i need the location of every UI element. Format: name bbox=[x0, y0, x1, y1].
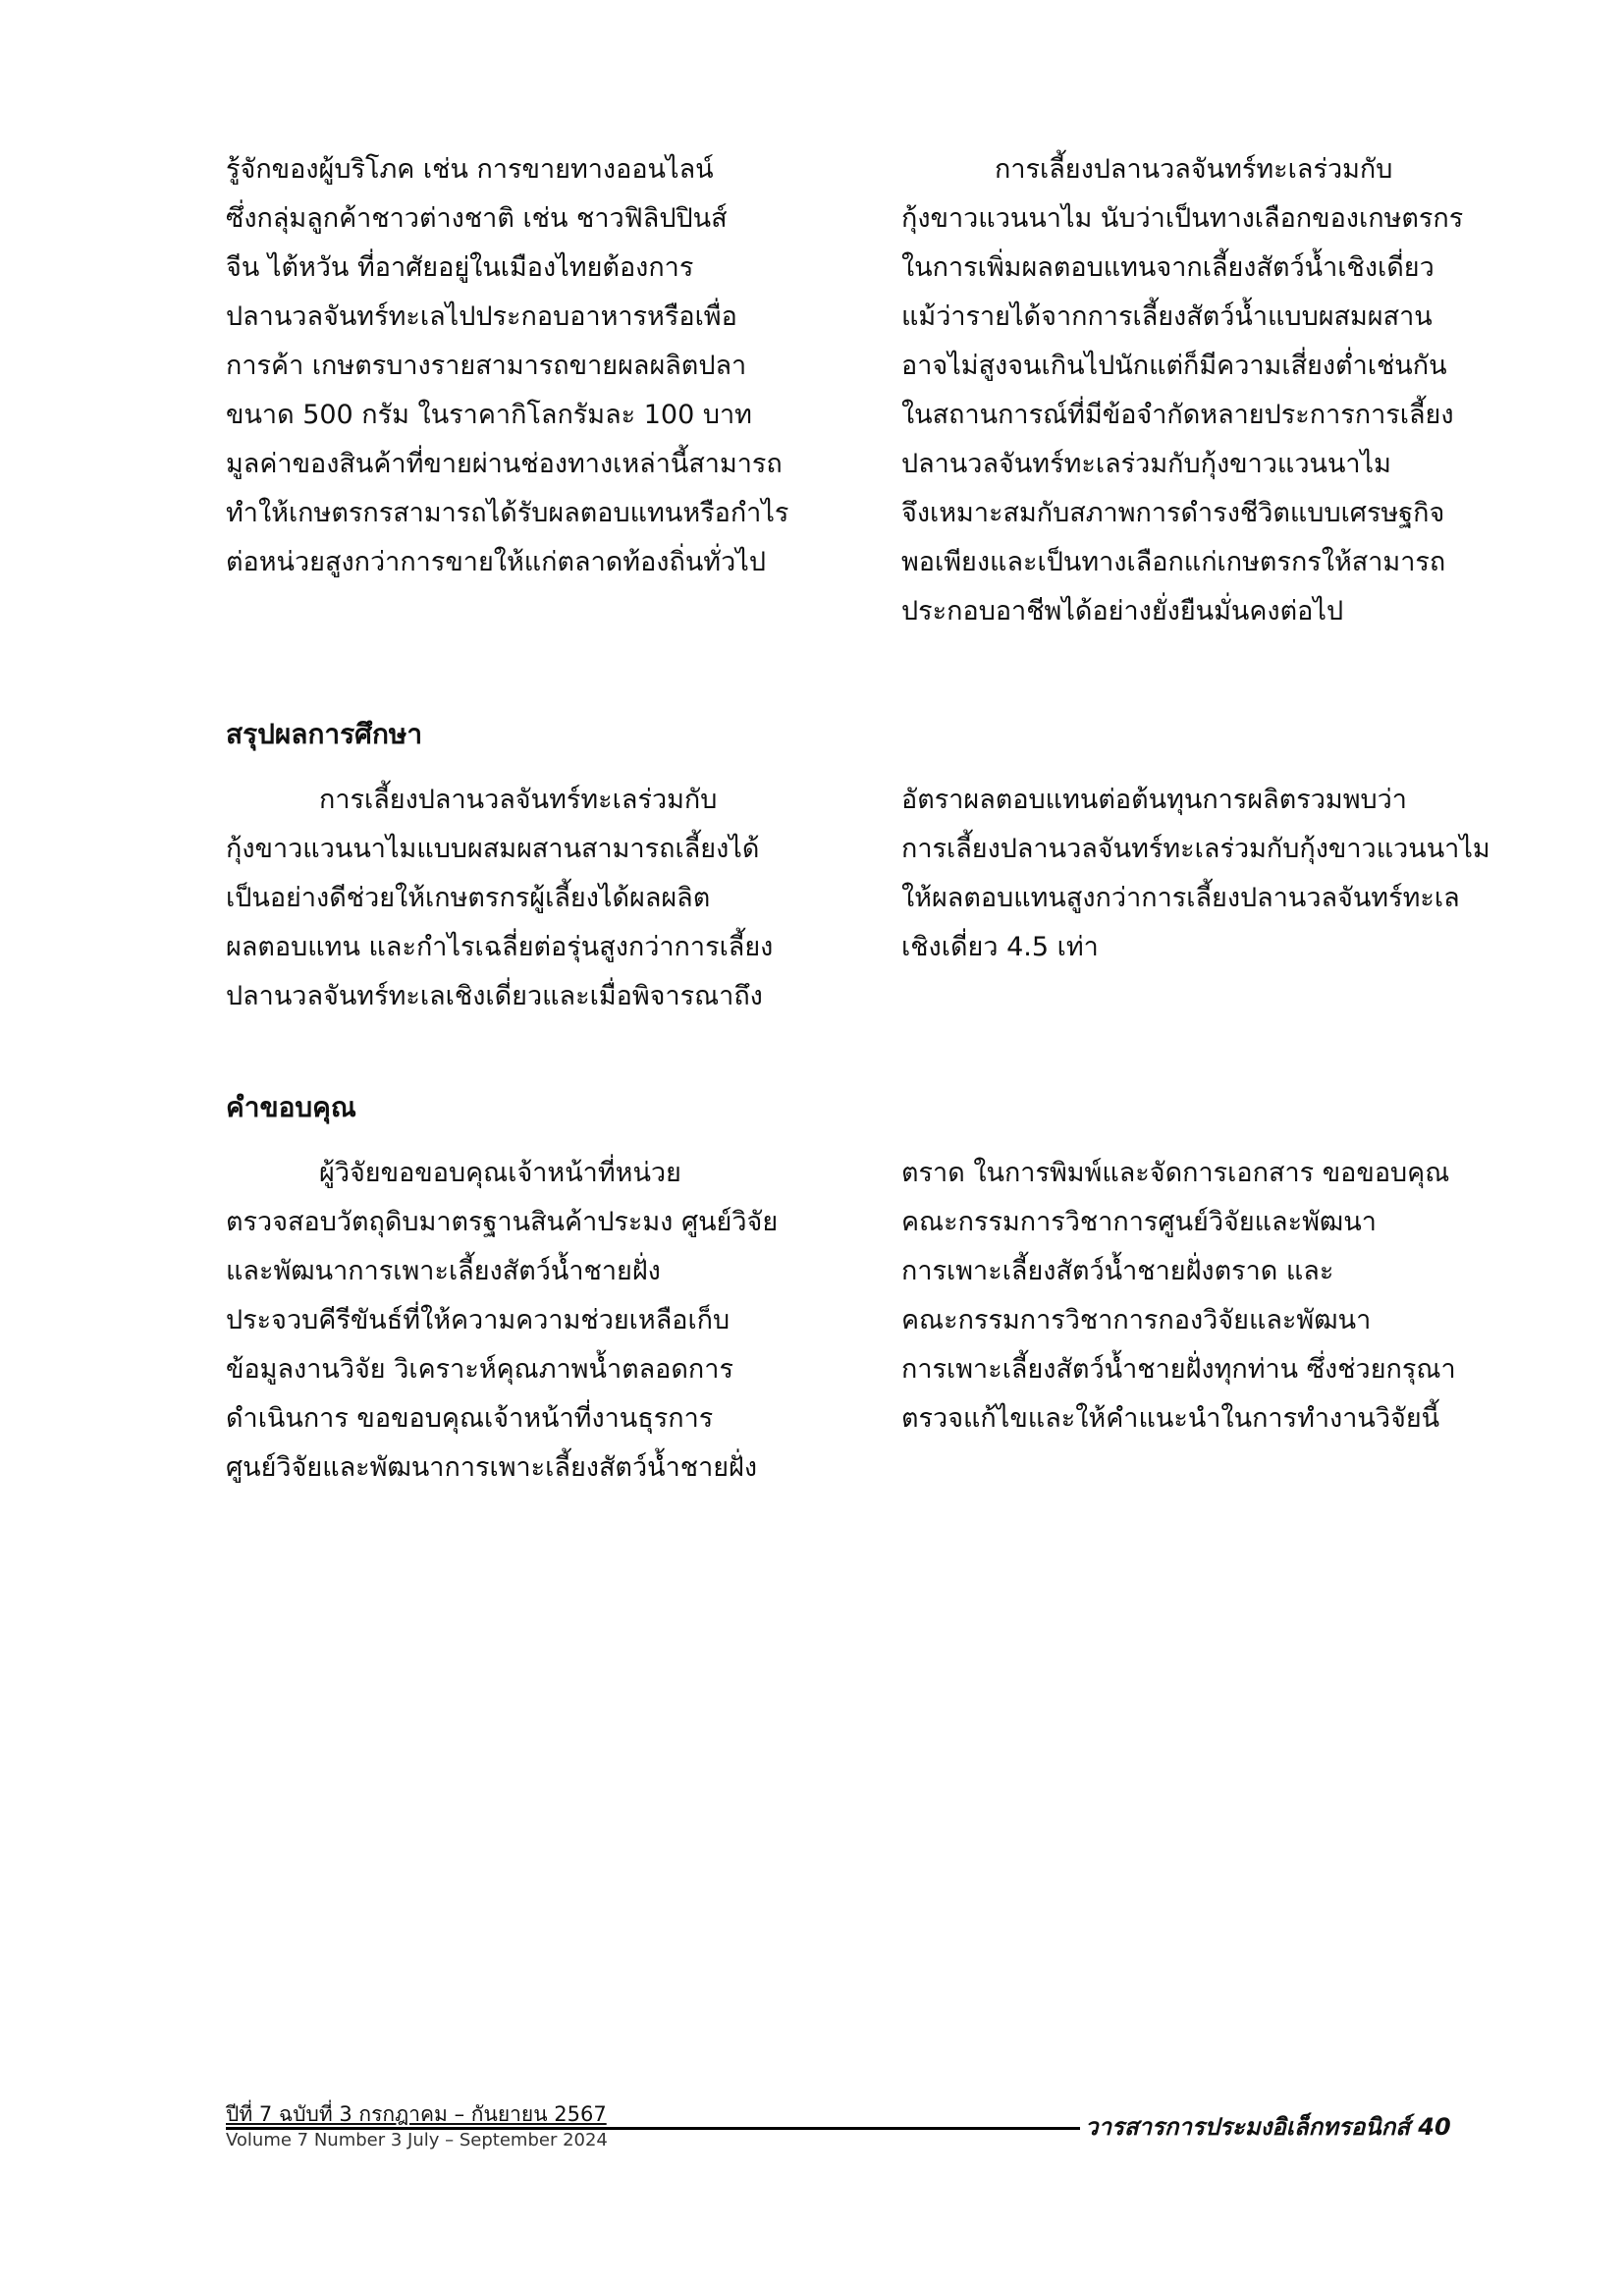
text-line: ตรวจแก้ไขและให้คำแนะนำในการทำงานวิจัยนี้ bbox=[901, 1403, 1440, 1434]
text-line: ซึ่งกลุ่มลูกค้าชาวต่างชาติ เช่น ชาวฟิลิปปินส์ bbox=[226, 203, 728, 234]
text-line: พอเพียงและเป็นทางเลือกแก่เกษตรกรให้สามารถ bbox=[901, 547, 1446, 577]
text-line: ตรวจสอบวัตถุดิบมาตรฐานสินค้าประมง ศูนย์วิจัย bbox=[226, 1207, 779, 1237]
intro-left-column bbox=[226, 145, 815, 587]
text-line: ประกอบอาชีพได้อย่างยั่งยืนมั่นคงต่อไป bbox=[901, 596, 1344, 626]
conclusion-heading: สรุปผลการศึกษา bbox=[226, 718, 423, 750]
text-line: ต่อหน่วยสูงกว่าการขายให้แก่ตลาดท้องถิ่นทั่วไป bbox=[226, 547, 766, 577]
footer-journal-title bbox=[1085, 2107, 1451, 2146]
text-line: กุ้งขาวแวนนาไม นับว่าเป็นทางเลือกของเกษตรกร bbox=[901, 203, 1464, 234]
text-line: การเพาะเลี้ยงสัตว์น้ำชายฝั่งตราด และ bbox=[901, 1256, 1334, 1286]
text-line: ปลานวลจันทร์ทะเลเชิงเดี่ยวและเมื่อพิจารณาถึง bbox=[226, 981, 763, 1011]
conclusion-left-column bbox=[226, 776, 815, 1021]
acknowledgement-left-paragraph bbox=[226, 1149, 815, 1493]
acknowledgement-heading: คำขอบคุณ bbox=[226, 1091, 356, 1123]
text-line: ผลตอบแทน และกำไรเฉลี่ยต่อรุ่นสูงกว่าการเลี้ยง bbox=[226, 932, 774, 962]
text-line: เป็นอย่างดีช่วยให้เกษตรกรผู้เลี้ยงได้ผลผลิต bbox=[226, 883, 711, 913]
intro-right-paragraph bbox=[901, 145, 1490, 636]
text-line: การเลี้ยงปลานวลจันทร์ทะเลร่วมกับกุ้งขาวแวนนาไม bbox=[901, 834, 1490, 864]
journal-name: วารสารการประมงอิเล็กทรอนิกส์ bbox=[1085, 2113, 1410, 2141]
text-line: คณะกรรมการวิชาการศูนย์วิจัยและพัฒนา bbox=[901, 1207, 1377, 1237]
text-line: คณะกรรมการวิชาการกองวิจัยและพัฒนา bbox=[901, 1305, 1372, 1335]
acknowledgement-right-column bbox=[901, 1149, 1490, 1443]
conclusion-right-paragraph bbox=[901, 776, 1490, 972]
text-line: อาจไม่สูงจนเกินไปนักแต่ก็มีความเสี่ยงต่ำเช่นกัน bbox=[901, 351, 1447, 381]
text-line: ตราด ในการพิมพ์และจัดการเอกสาร ขอขอบคุณ bbox=[901, 1158, 1450, 1188]
acknowledgement-right-paragraph bbox=[901, 1149, 1490, 1443]
conclusion-right-column bbox=[901, 776, 1490, 972]
text-line: ในสถานการณ์ที่มีข้อจำกัดหลายประการการเลี้ยง bbox=[901, 400, 1454, 430]
text-line: ศูนย์วิจัยและพัฒนาการเพาะเลี้ยงสัตว์น้ำชายฝั่ง bbox=[226, 1452, 758, 1483]
text-line: ปลานวลจันทร์ทะเลร่วมกับกุ้งขาวแวนนาไม bbox=[901, 449, 1391, 479]
text-line: ข้อมูลงานวิจัย วิเคราะห์คุณภาพน้ำตลอดการ bbox=[226, 1354, 733, 1385]
text-line: เชิงเดี่ยว 4.5 เท่า bbox=[901, 932, 1099, 962]
acknowledgement-left-column bbox=[226, 1149, 815, 1493]
text-line: ปลานวลจันทร์ทะเลไปประกอบอาหารหรือเพื่อ bbox=[226, 301, 737, 332]
text-line: ดำเนินการ ขอขอบคุณเจ้าหน้าที่งานธุรการ bbox=[226, 1403, 714, 1434]
text-line: การเพาะเลี้ยงสัตว์น้ำชายฝั่งทุกท่าน ซึ่งช่วยกรุณา bbox=[901, 1354, 1456, 1385]
text-line: จึงเหมาะสมกับสภาพการดำรงชีวิตแบบเศรษฐกิจ bbox=[901, 498, 1445, 528]
text-line: และพัฒนาการเพาะเลี้ยงสัตว์น้ำชายฝั่ง bbox=[226, 1256, 661, 1286]
text-line: ประจวบคีรีขันธ์ที่ให้ความความช่วยเหลือเก็บ bbox=[226, 1305, 731, 1335]
text-line: ในการเพิ่มผลตอบแทนจากเลี้ยงสัตว์น้ำเชิงเดี่ยว bbox=[901, 252, 1435, 283]
text-line: แม้ว่ารายได้จากการเลี้ยงสัตว์น้ำแบบผสมผสาน bbox=[901, 301, 1433, 332]
intro-left-paragraph bbox=[226, 145, 815, 587]
text-line: ผู้วิจัยขอขอบคุณเจ้าหน้าที่หน่วย bbox=[319, 1158, 681, 1188]
conclusion-left-paragraph bbox=[226, 776, 815, 1021]
page-number: 40 bbox=[1418, 2113, 1451, 2141]
text-line: การเลี้ยงปลานวลจันทร์ทะเลร่วมกับ bbox=[319, 785, 718, 815]
footer-issue-info bbox=[226, 2101, 608, 2154]
text-line: การเลี้ยงปลานวลจันทร์ทะเลร่วมกับ bbox=[995, 154, 1393, 185]
text-line: กุ้งขาวแวนนาไมแบบผสมผสานสามารถเลี้ยงได้ bbox=[226, 834, 760, 864]
footer-issue-thai: ปีที่ 7 ฉบับที่ 3 กรกฎาคม – กันยายน 2567 bbox=[226, 2102, 607, 2126]
text-line: ให้ผลตอบแทนสูงกว่าการเลี้ยงปลานวลจันทร์ทะเล bbox=[901, 883, 1460, 913]
text-line: ขนาด 500 กรัม ในราคากิโลกรัมละ 100 บาท bbox=[226, 400, 752, 430]
text-line: อัตราผลตอบแทนต่อต้นทุนการผลิตรวมพบว่า bbox=[901, 785, 1407, 815]
text-line: การค้า เกษตรบางรายสามารถขายผลผลิตปลา bbox=[226, 351, 747, 381]
text-line: มูลค่าของสินค้าที่ขายผ่านช่องทางเหล่านี้สามารถ bbox=[226, 449, 783, 479]
text-line: ทำให้เกษตรกรสามารถได้รับผลตอบแทนหรือกำไร bbox=[226, 498, 789, 528]
text-line: จีน ไต้หวัน ที่อาศัยอยู่ในเมืองไทยต้องการ bbox=[226, 252, 694, 283]
footer-issue-english: Volume 7 Number 3 July – September 2024 bbox=[226, 2130, 608, 2150]
text-line: รู้จักของผู้บริโภค เช่น การขายทางออนไลน์ bbox=[226, 154, 714, 185]
intro-right-column bbox=[901, 145, 1490, 636]
